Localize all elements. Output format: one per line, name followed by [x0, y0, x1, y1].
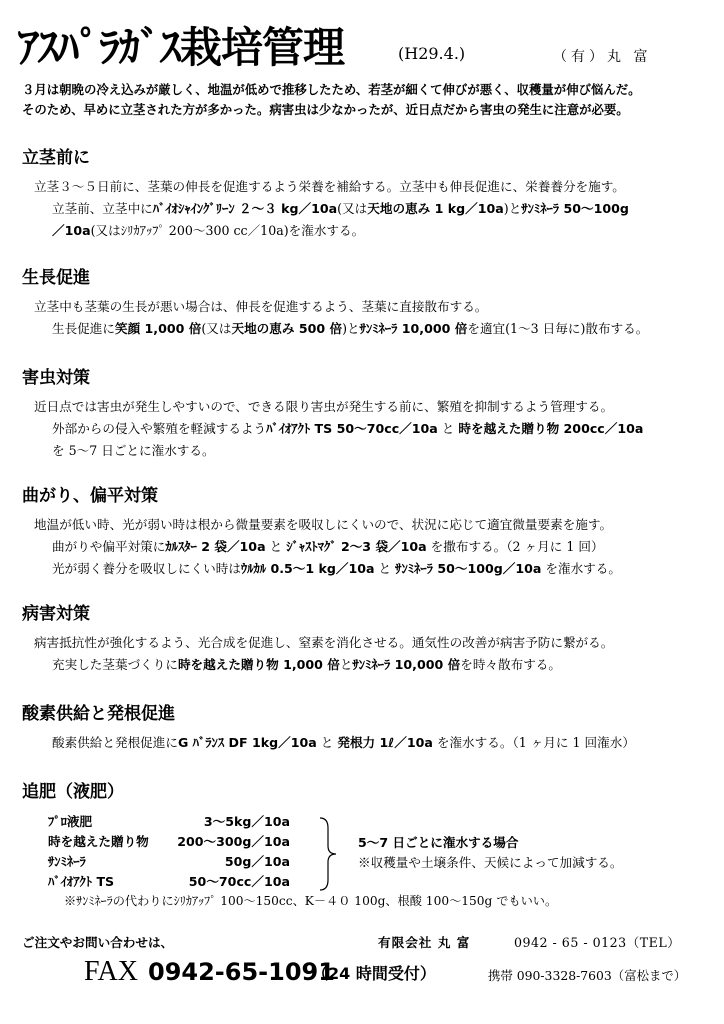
text-span: 充実した茎葉づくりに	[52, 657, 178, 672]
section-body	[22, 632, 712, 676]
intro-line: そのため、早めに立茎された方が多かった。病害虫は少なかったが、近日点だから害虫の発生に注意が必要。	[22, 102, 629, 117]
text-span: を時々散布する。	[460, 657, 561, 672]
text-span: を潅水する。（1 ヶ月に 1 回潅水）	[432, 735, 635, 750]
curly-brace	[318, 816, 338, 892]
mobile-number: 携帯 090-3328-7603（富松まで）	[488, 968, 687, 983]
product-name: ｻﾝﾐﾈｰﾗ 50〜100g／10a	[395, 561, 542, 576]
contact-line	[22, 932, 712, 952]
section-disease	[22, 602, 712, 676]
section-heading: 病害対策	[22, 604, 90, 624]
section-pest-control	[22, 366, 712, 462]
section-heading: 曲がり、偏平対策	[22, 486, 158, 506]
fertilizer-name: 時を越えた贈り物	[48, 834, 149, 849]
text-span: )と	[342, 321, 360, 336]
text-span: と	[374, 561, 396, 576]
intro-line: ３月は朝晩の冷え込みが厳しく、地温が低めで推移したため、若茎が細くて伸びが悪く、収穫量が伸び悩んだ。	[22, 82, 641, 97]
product-name: ﾊﾞｲｵｼｬｲﾝｸﾞﾘｰﾝ ２〜３ kg／10a	[152, 201, 338, 216]
product-name: ｻﾝﾐﾈｰﾗ 10,000 倍	[359, 321, 468, 336]
product-amount: ／10a	[52, 223, 91, 238]
section-line: を 5〜7 日ごとに潅水する。	[52, 443, 215, 458]
text-span: と	[265, 539, 287, 554]
section-body	[22, 296, 712, 340]
fertilizer-note: 5〜7 日ごとに潅水する場合	[358, 835, 519, 850]
text-span: (又は	[337, 201, 368, 216]
section-heading: 追肥（液肥）	[22, 782, 124, 802]
product-name: 発根力 1ℓ／10a	[337, 735, 433, 750]
section-stem-prep	[22, 146, 712, 242]
fertilizer-amount: 50〜70cc／10a	[188, 874, 290, 889]
issue-date: (H29.4.)	[398, 44, 466, 63]
contact-label: ご注文やお問い合わせは、	[22, 935, 174, 950]
fertilizer-row	[48, 872, 290, 892]
text-span: 曲がりや偏平対策に	[52, 539, 166, 554]
fertilizer-row	[48, 852, 290, 872]
text-span: と	[437, 421, 459, 436]
section-line	[22, 654, 712, 676]
text-span: 立茎前、立茎中に	[52, 201, 153, 216]
product-name: 笑顔 1,000 倍	[114, 321, 202, 336]
section-heading: 生長促進	[22, 268, 90, 288]
product-name: ｳﾙｶﾙ 0.5〜1 kg／10a	[240, 561, 375, 576]
text-span: (又はｼﾘｶｱｯﾌﾟ 200〜300 cc／10a)を潅水する。	[90, 223, 365, 238]
fertilizer-footnote: ※ｻﾝﾐﾈｰﾗの代わりにｼﾘｶｱｯﾌﾟ 100〜150cc、K－４０ 100g、根酸 100〜150g でもいい。	[64, 894, 558, 908]
section-heading: 害虫対策	[22, 368, 90, 388]
section-line	[22, 536, 712, 558]
text-span: と	[339, 657, 353, 672]
fax-number: 0942-65-1091	[148, 958, 335, 986]
intro-paragraph	[22, 80, 712, 120]
section-top-dressing	[22, 780, 712, 810]
section-oxygen-root	[22, 702, 712, 754]
section-line	[22, 220, 712, 242]
text-span: )と	[503, 201, 522, 216]
fertilizer-note: ※収穫量や土壌条件、天候によって加減する。	[358, 855, 623, 870]
section-body	[22, 176, 712, 242]
product-name: 天地の恵み 1 kg／10a	[367, 201, 504, 216]
contact-company: 有限会社 丸 富	[378, 935, 471, 950]
text-span: 光が弱く養分を吸収しにくい時は	[52, 561, 241, 576]
fertilizer-amount: 200〜300g／10a	[177, 834, 290, 849]
section-line	[22, 732, 712, 754]
text-span: 外部からの侵入や繁殖を軽減するよう	[52, 421, 267, 436]
product-name: ｻﾝﾐﾈｰﾗ 10,000 倍	[352, 657, 461, 672]
product-name: ﾊﾞｲｵｱｸﾄ TS 50〜70cc／10a	[266, 421, 438, 436]
section-line	[22, 418, 712, 440]
section-heading: 立茎前に	[22, 148, 90, 168]
section-line	[22, 318, 712, 340]
text-span: 酸素供給と発根促進に	[52, 735, 178, 750]
fertilizer-name: ﾌﾟﾛ液肥	[48, 814, 93, 829]
text-span: と	[316, 735, 338, 750]
section-line: 地温が低い時、光が弱い時は根から微量要素を吸収しにくいので、状況に応じて適宜微量要素を施す。	[34, 517, 613, 532]
section-body	[22, 514, 712, 580]
product-name: ｻﾝﾐﾈｰﾗ 50〜100g	[521, 201, 629, 216]
product-name: 時を越えた贈り物 1,000 倍	[177, 657, 340, 672]
section-heading: 酸素供給と発根促進	[22, 704, 175, 724]
section-line: 病害抵抗性が強化するよう、光合成を促進し、窒素を消化させる。通気性の改善が病害予防に繋がる。	[34, 635, 614, 650]
section-line: 立茎中も茎葉の生長が悪い場合は、伸長を促進するよう、茎葉に直接散布する。	[34, 299, 488, 314]
fax-label: FAX	[84, 956, 138, 987]
section-line	[22, 558, 712, 580]
title-row	[18, 20, 708, 76]
text-span: を撒布する。（2 ヶ月に 1 回）	[426, 539, 604, 554]
text-span: を適宜(1〜3 日毎に)散布する。	[467, 321, 649, 336]
product-name: 天地の恵み 500 倍	[231, 321, 343, 336]
section-line: 近日点では害虫が発生しやすいので、できる限り害虫が発生する前に、繁殖を抑制するよう管理する。	[34, 399, 614, 414]
fertilizer-name: ﾊﾞｲｵｱｸﾄ TS	[48, 874, 115, 889]
page-title: ｱｽﾊﾟﾗｶﾞｽ栽培管理	[18, 23, 345, 72]
text-span: (又は	[201, 321, 232, 336]
fertilizer-amount: 50g／10a	[224, 854, 290, 869]
section-growth	[22, 266, 712, 340]
fertilizer-name: ｻﾝﾐﾈｰﾗ	[48, 854, 86, 869]
section-line: 立茎３〜５日前に、茎葉の伸長を促進するよう栄養を補給する。立茎中も伸長促進に、栄養養分を施す。	[34, 179, 625, 194]
product-name: 時を越えた贈り物 200cc／10a	[458, 421, 644, 436]
section-bend-flat	[22, 484, 712, 580]
company-name: （有）丸 富	[553, 49, 652, 65]
section-body	[22, 396, 712, 462]
product-name: ｼﾞｬｽﾄﾏｸﾞ 2〜3 袋／10a	[286, 539, 427, 554]
contact-phone: 0942 - 65 - 0123（TEL）	[514, 935, 681, 950]
fertilizer-row	[48, 832, 290, 852]
section-line	[22, 198, 712, 220]
fertilizer-row	[48, 812, 290, 832]
product-name: G ﾊﾞﾗﾝｽ DF 1kg／10a	[177, 735, 317, 750]
product-name: ｶﾙｽﾀｰ 2 袋／10a	[165, 539, 266, 554]
fax-hours: （24 時間受付）	[312, 964, 436, 983]
text-span: を潅水する。	[541, 561, 621, 576]
section-body	[22, 732, 712, 754]
text-span: 生長促進に	[52, 321, 115, 336]
fertilizer-amount: 3〜5kg／10a	[203, 814, 290, 829]
